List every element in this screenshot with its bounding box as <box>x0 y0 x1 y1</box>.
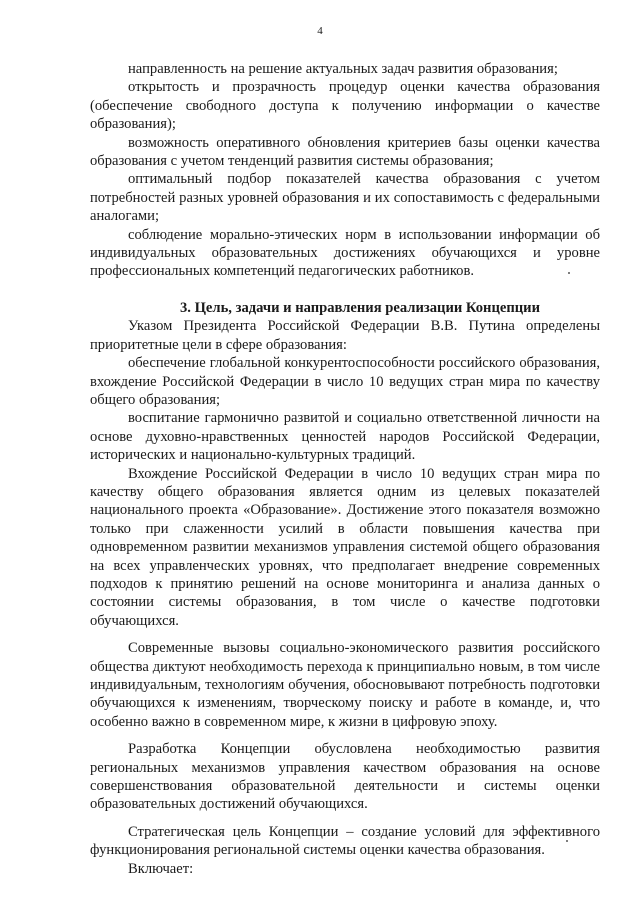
section-heading: 3. Цель, задачи и направления реализации Концепции <box>179 299 540 316</box>
paragraph: Разработка Концепции обусловлена необходимостью развития региональных механизмов управления качеством образования на основе совершенствования образовательной деятельности и системы оценки образовательных достижений обучающихся. <box>90 741 600 813</box>
paragraph: Вхождение Российской Федерации в число 10 ведущих стран мира по качеству общего образования является одним из целевых показателей национального проекта «Образование». Достижение этого показателя возможно только при слаженности усилий в области повышения качества при одновременном развитии механизмов управления системой общего образования на всех управленческих уровнях, что предполагает внедрение современных подходов к принятию решений на основе мониторинга и анализа данных о состоянии системы образования, в том числе о качестве подготовки обучающихся. <box>90 465 600 629</box>
list-item: соблюдение морально-этических норм в использовании информации об индивидуальных образовательных достижениях обучающихся и уровне профессиональных компетенций педагогических работников. <box>90 226 600 280</box>
last-line: Включает: <box>128 860 194 877</box>
document-body <box>90 60 600 878</box>
list-item: открытость и прозрачность процедур оценки качества образования (обеспечение свободного доступа к получению информации о качестве образования); <box>90 79 600 133</box>
goal-item: воспитание гармонично развитой и социально ответственной личности на основе духовно-нравственных ценностей народов Российской Федерации, исторических и национально-культурных традиций. <box>90 410 600 464</box>
list-item: возможность оперативного обновления критериев базы оценки качества образования с учетом тенденций развития системы образования; <box>90 134 600 170</box>
list-item: направленность на решение актуальных задач развития образования; <box>128 61 558 77</box>
paragraph: Стратегическая цель Концепции – создание условий для эффективного функционирования региональной системы оценки качества образования. <box>90 823 600 859</box>
list-item: оптимальный подбор показателей качества образования с учетом потребностей разных уровней образования и их сопоставимость с федеральными аналогами; <box>90 171 600 225</box>
page-number: 4 <box>317 25 323 37</box>
paragraph: Современные вызовы социально-экономического развития российского общества диктуют необходимость перехода к принципиально новым, в том числе индивидуальным, технологиям обучения, обосновывают потребность подготовки обучающихся к изменениям, творческому поиску и работе в команде, и, что особенно важно в современном мире, к жизни в цифровую эпоху. <box>90 640 600 730</box>
intro-paragraph: Указом Президента Российской Федерации В.В. Путина определены приоритетные цели в сфере образования: <box>90 318 600 353</box>
goal-item: обеспечение глобальной конкурентоспособности российского образования, вхождение Российской Федерации в число 10 ведущих стран мира по качеству общего образования; <box>90 355 600 408</box>
